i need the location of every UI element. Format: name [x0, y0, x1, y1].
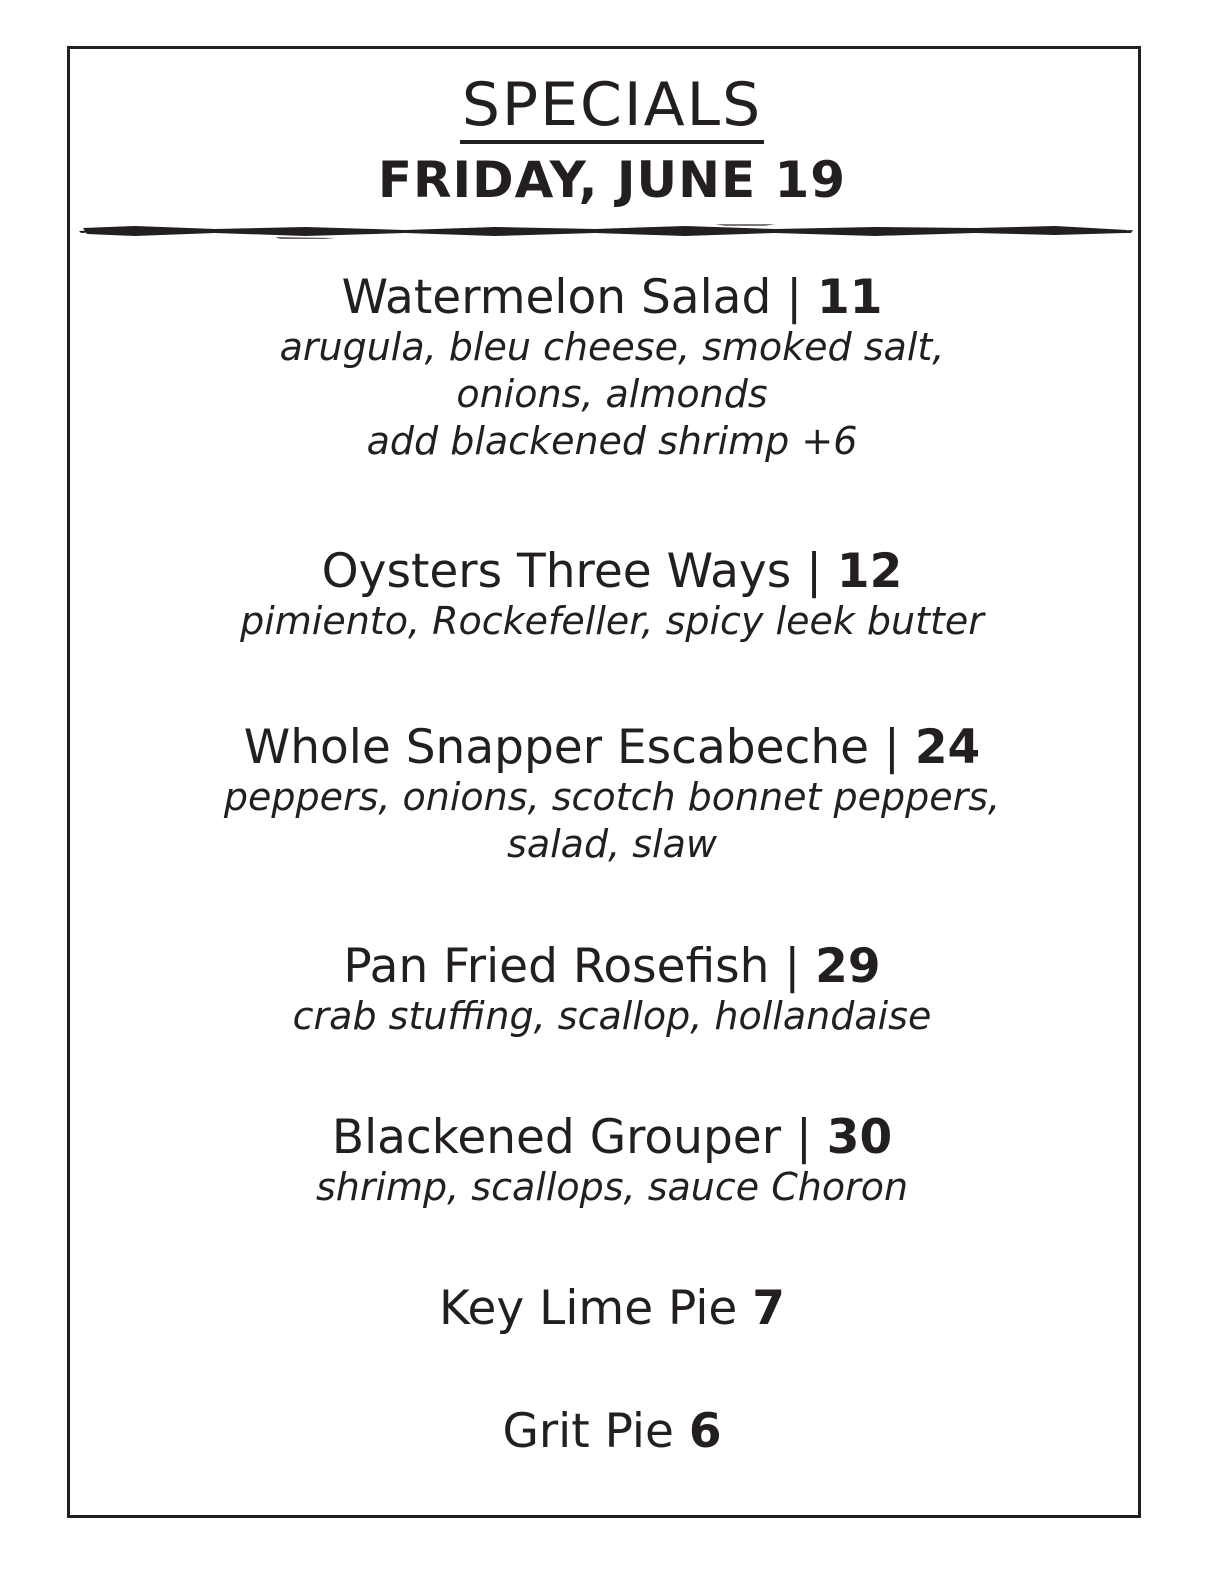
- item-price: 12: [836, 544, 903, 599]
- menu-item-grit-pie: [0, 1406, 1224, 1458]
- menu-item-blackened-grouper: [0, 1112, 1224, 1211]
- menu-item-whole-snapper-escabeche: [0, 722, 1224, 868]
- menu-item-oysters-three-ways: [0, 546, 1224, 645]
- item-name: Pan Fried Rosefish: [343, 939, 770, 994]
- item-price: 24: [914, 720, 981, 775]
- menu-header: [0, 70, 1224, 208]
- item-description: add blackened shrimp +6: [366, 419, 858, 463]
- dessert-price: 6: [688, 1404, 722, 1459]
- item-heading: [0, 722, 1224, 774]
- item-heading: [0, 272, 1224, 324]
- item-name: Oysters Three Ways: [321, 544, 792, 599]
- item-price: 11: [817, 270, 883, 325]
- item-description: crab stuffing, scallop, hollandaise: [292, 994, 932, 1038]
- item-description: salad, slaw: [507, 822, 717, 866]
- dessert-price: 7: [752, 1281, 785, 1336]
- menu-item-pan-fried-rosefish: [0, 941, 1224, 1040]
- item-heading: [0, 1112, 1224, 1164]
- dessert-name: Key Lime Pie: [439, 1281, 753, 1336]
- dessert-name: Grit Pie: [502, 1404, 689, 1459]
- item-description: arugula, bleu cheese, smoked salt,: [279, 325, 945, 369]
- item-name: Watermelon Salad: [341, 270, 772, 325]
- item-description: peppers, onions, scotch bonnet peppers,: [223, 775, 1001, 819]
- item-name: Blackened Grouper: [331, 1110, 782, 1165]
- menu-date: FRIDAY, JUNE 19: [377, 151, 847, 209]
- item-separator: |: [771, 270, 817, 325]
- item-heading: [0, 546, 1224, 598]
- item-separator: |: [869, 720, 915, 775]
- menu-title: SPECIALS: [460, 70, 764, 144]
- item-description: shrimp, scallops, sauce Choron: [315, 1165, 909, 1209]
- brush-divider: [75, 218, 1135, 244]
- item-separator: |: [791, 544, 837, 599]
- item-separator: |: [781, 1110, 827, 1165]
- item-price: 29: [815, 939, 881, 994]
- menu-item-watermelon-salad: [0, 272, 1224, 465]
- item-price: 30: [826, 1110, 893, 1165]
- dessert-heading: [0, 1283, 1224, 1335]
- item-name: Whole Snapper Escabeche: [243, 720, 870, 775]
- menu-item-key-lime-pie: [0, 1283, 1224, 1335]
- dessert-heading: [0, 1406, 1224, 1458]
- item-heading: [0, 941, 1224, 993]
- item-description: pimiento, Rockefeller, spicy leek butter: [240, 599, 984, 643]
- item-description: onions, almonds: [456, 372, 768, 416]
- item-separator: |: [769, 939, 816, 994]
